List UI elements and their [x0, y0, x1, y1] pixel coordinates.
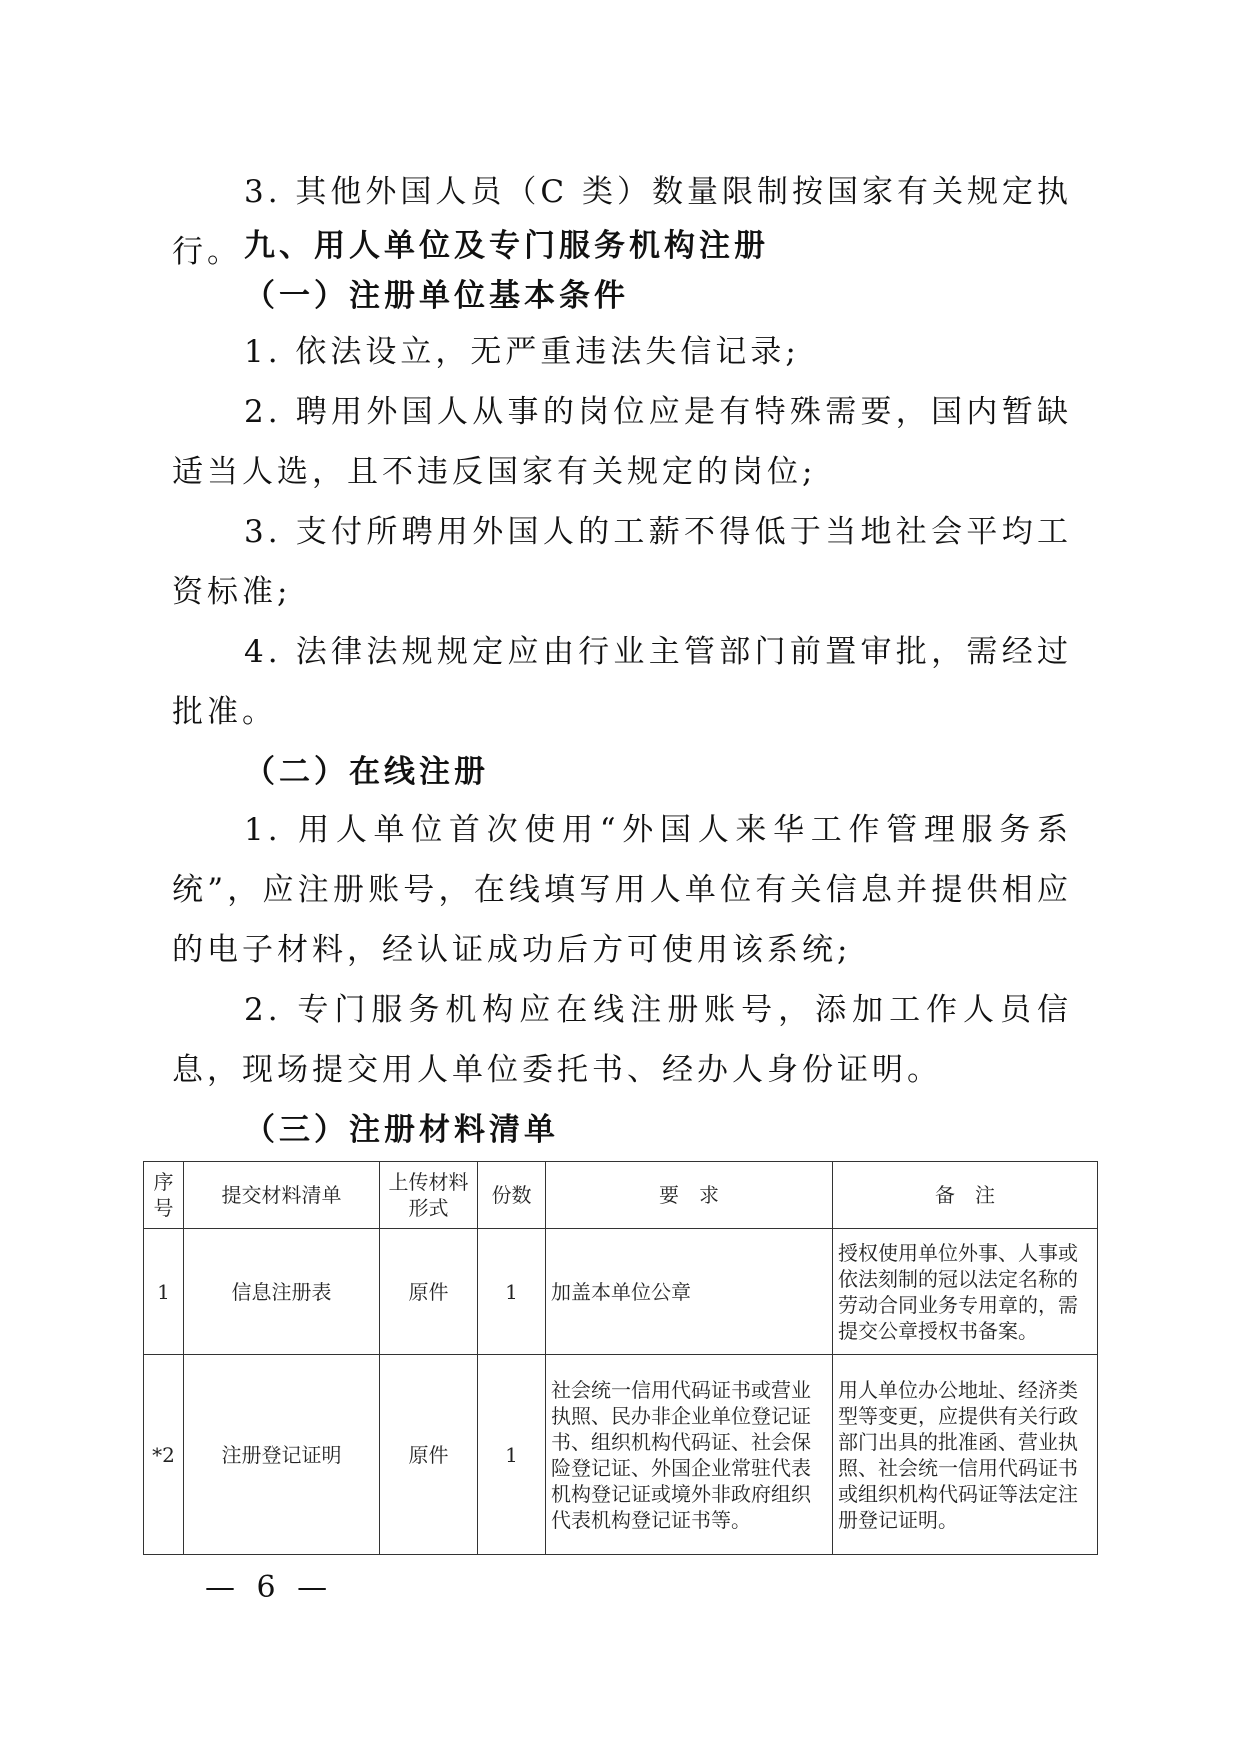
row-remark: 授权使用单位外事、人事或依法刻制的冠以法定名称的劳动合同业务专用章的，需提交公章授权书备案。 — [833, 1229, 1098, 1355]
subsection-2-title: （二）在线注册 — [244, 754, 489, 790]
table-row — [144, 1355, 1098, 1555]
row-serial: 1 — [144, 1229, 184, 1355]
page-number: — 6 — — [205, 1570, 334, 1605]
registration-materials-table — [143, 1161, 1098, 1555]
subsection-3-title: （三）注册材料清单 — [244, 1112, 559, 1148]
registration-2: 2. 专门服务机构应在线注册账号，添加工作人员信息，现场提交用人单位委托书、经办人身份证明。 — [172, 992, 1072, 1088]
row-requirement: 社会统一信用代码证书或营业执照、民办非企业单位登记证书、组织机构代码证、社会保险登记证、外国企业常驻代表机构登记证或境外非政府组织代表机构登记证书等。 — [546, 1355, 833, 1555]
header-requirement: 要 求 — [546, 1162, 833, 1229]
header-material: 提交材料清单 — [184, 1162, 380, 1229]
header-form: 上传材料形式 — [380, 1162, 478, 1229]
subsection-1-title: （一）注册单位基本条件 — [244, 278, 629, 314]
row-material: 信息注册表 — [184, 1229, 380, 1355]
table-header-row — [144, 1162, 1098, 1229]
registration-1: 1. 用人单位首次使用“外国人来华工作管理服务系统”，应注册账号，在线填写用人单位有关信息并提供相应的电子材料，经认证成功后方可使用该系统; — [172, 812, 1072, 968]
condition-1: 1. 依法设立，无严重违法失信记录; — [244, 334, 800, 370]
header-serial: 序号 — [144, 1162, 184, 1229]
section-9-title: 九、用人单位及专门服务机构注册 — [244, 228, 769, 264]
paragraph-c-class-limit: 3. 其他外国人员（C 类）数量限制按国家有关规定执行。 — [172, 174, 1073, 270]
header-remark: 备 注 — [833, 1162, 1098, 1229]
table-row — [144, 1229, 1098, 1355]
row-copies: 1 — [478, 1229, 546, 1355]
header-copies: 份数 — [478, 1162, 546, 1229]
row-form: 原件 — [380, 1355, 478, 1555]
condition-3: 3. 支付所聘用外国人的工薪不得低于当地社会平均工资标准; — [172, 514, 1072, 610]
row-remark: 用人单位办公地址、经济类型等变更，应提供有关行政部门出具的批准函、营业执照、社会统一信用代码证书或组织机构代码证等法定注册登记证明。 — [833, 1355, 1098, 1555]
row-copies: 1 — [478, 1355, 546, 1555]
condition-2: 2. 聘用外国人从事的岗位应是有特殊需要，国内暂缺适当人选，且不违反国家有关规定的岗位; — [172, 394, 1072, 490]
row-serial: *2 — [144, 1355, 184, 1555]
row-form: 原件 — [380, 1229, 478, 1355]
condition-4: 4. 法律法规规定应由行业主管部门前置审批，需经过批准。 — [172, 634, 1072, 730]
row-material: 注册登记证明 — [184, 1355, 380, 1555]
row-requirement: 加盖本单位公章 — [546, 1229, 833, 1355]
